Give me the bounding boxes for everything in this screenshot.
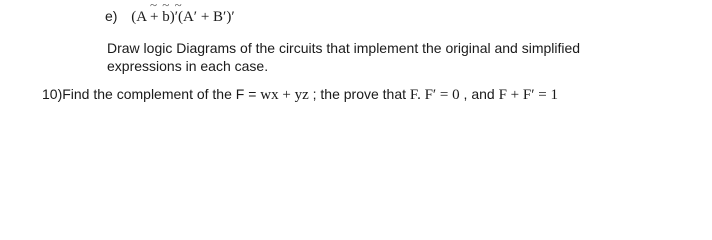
item-e-label: e)	[105, 8, 118, 24]
instruction-line-1: Draw logic Diagrams of the circuits that implement the original and simplified	[107, 40, 581, 56]
question-10-identity-1: F. F′ = 0	[409, 87, 460, 103]
question-10-prefix: 10)Find the complement of the F =	[42, 86, 257, 102]
question-10-identity-2: F + F′ = 1	[498, 87, 558, 103]
question-10-connector: , and	[463, 86, 495, 102]
question-10	[42, 87, 558, 103]
item-e-expression: (A + b)′(A′ + B′)′	[131, 9, 235, 25]
instruction-line-2: expressions in each case.	[107, 58, 269, 74]
question-10-middle: ; the prove that	[312, 86, 407, 102]
question-10-function: wx + yz	[260, 87, 309, 103]
item-e	[105, 9, 235, 25]
cropped-previous-line: ~ ~ ~	[150, 0, 183, 12]
